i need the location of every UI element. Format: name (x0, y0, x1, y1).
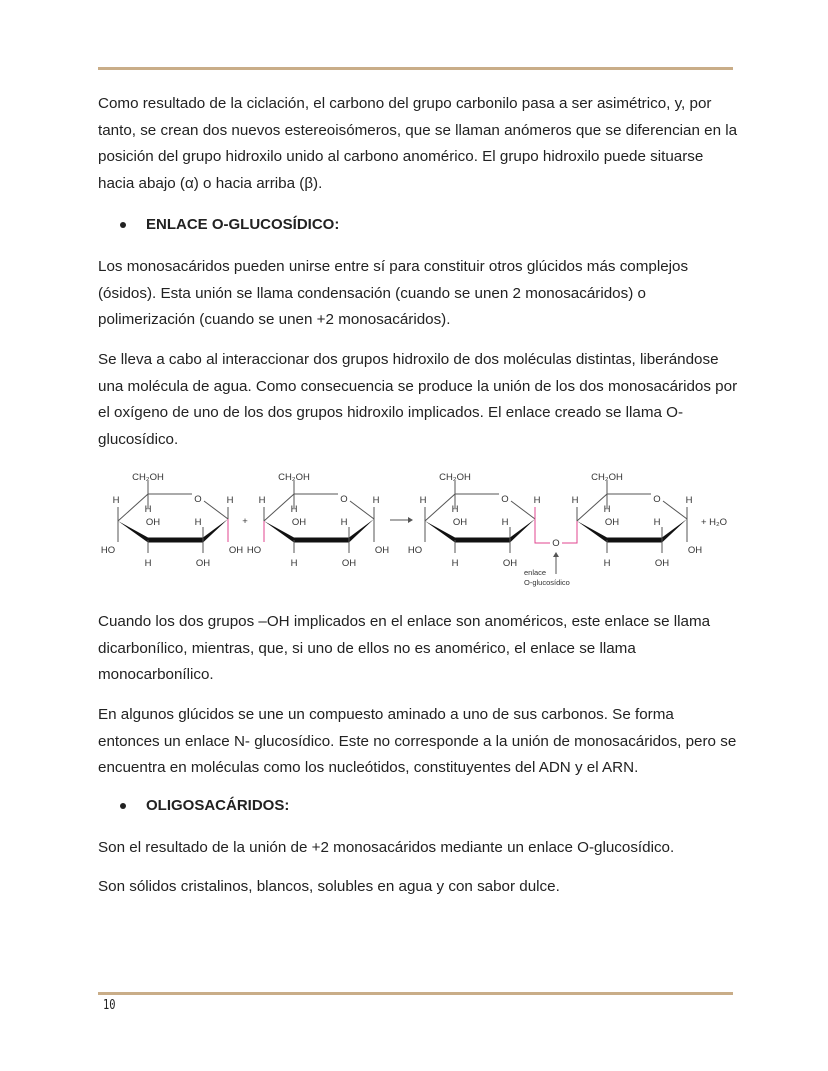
h-label: H (533, 495, 541, 506)
ho-label: HO (100, 545, 116, 556)
h-label: H (340, 517, 348, 528)
ring-bond (425, 494, 455, 521)
bond-label: enlace (524, 568, 547, 577)
h-label: H (419, 495, 427, 506)
h-label: H (603, 558, 611, 569)
ch2oh-label: CH₂OH (278, 472, 310, 483)
top-rule (98, 67, 733, 70)
ring-bond (577, 494, 607, 521)
h-label: H (451, 558, 459, 569)
ring-oxygen-label: O (501, 494, 509, 505)
bullet-icon (120, 222, 126, 228)
paragraph-monosacaridos: Los monosacáridos pueden unirse entre sí para constituir otros glúcidos más complejos (ósidos). Esta unión se llama condensación (cuando se unen 2 monosacáridos) o polimerización (cuando se unen +2 monosacáridos). (98, 258, 689, 329)
h-label: H (144, 504, 152, 515)
heading-oligosacaridos (120, 797, 289, 814)
heading-text: ENLACE O-GLUCOSÍDICO: (146, 216, 340, 233)
ring-bond (264, 494, 294, 521)
paragraph-condensacion: Se lleva a cabo al interaccionar dos grupos hidroxilo de dos moléculas distintas, liberándose una molécula de agua. Como consecuencia se produce la unión de los dos monosacáridos por el oxígeno de uno de los dos grupos hidroxilo implicados. El enlace creado se llama O-glucosídico. (98, 351, 738, 448)
h-label: H (112, 495, 120, 506)
h-label: H (194, 517, 202, 528)
h-label: H (685, 495, 693, 506)
heading-text: OLIGOSACÁRIDOS: (146, 797, 290, 814)
oh-label: OH (452, 517, 468, 528)
arrow-up-icon (553, 552, 559, 557)
water-product: + H₂O (700, 517, 728, 528)
glycosidic-bond (562, 521, 577, 543)
ring-oxygen-label: O (653, 494, 661, 505)
o-glucosidic-bond-diagram (0, 460, 828, 595)
h-label: H (501, 517, 509, 528)
paragraph-dicarbonilico: Cuando los dos grupos –OH implicados en el enlace son anoméricos, este enlace se llama dicarbonílico, mientras, que, si uno de ellos no es anomérico, el enlace se llama monocarbonílico. (98, 613, 711, 684)
page-number: 10 (103, 998, 116, 1013)
ring-bond (204, 501, 228, 519)
oh-label: OH (228, 545, 244, 556)
ch2oh-label: CH₂OH (439, 472, 471, 483)
h-label: H (571, 495, 579, 506)
ring-bond (511, 501, 535, 519)
ch2oh-label: CH₂OH (591, 472, 623, 483)
bullet-icon (120, 803, 126, 809)
oh-label: OH (145, 517, 161, 528)
plus-sign: + (242, 516, 248, 527)
h-label: H (451, 504, 459, 515)
ring-oxygen-label: O (194, 494, 202, 505)
bottom-rule (98, 992, 733, 995)
ho-label: HO (407, 545, 423, 556)
paragraph-n-glucosidico: En algunos glúcidos se une un compuesto aminado a uno de sus carbonos. Se forma entonces un enlace N- glucosídico. Este no corresponde a la unión de monosacáridos, pero se encuentra en moléculas como los nucleótidos, constituyentes del ADN y el ARN. (98, 706, 737, 777)
ring-bond (350, 501, 374, 519)
oh-label: OH (604, 517, 620, 528)
oh-label: OH (195, 558, 211, 569)
ring-bold-edge (264, 519, 374, 543)
oh-label: OH (374, 545, 390, 556)
h-label: H (290, 558, 298, 569)
h-label: H (144, 558, 152, 569)
oh-label: OH (291, 517, 307, 528)
h-label: H (258, 495, 266, 506)
oh-label: OH (687, 545, 703, 556)
oh-label: OH (341, 558, 357, 569)
arrow-head-icon (408, 517, 413, 523)
h-label: H (653, 517, 661, 528)
paragraph-oligosacaridos-definicion: Son el resultado de la unión de +2 monosacáridos mediante un enlace O-glucosídico. (98, 839, 675, 856)
bridge-oxygen-label: O (552, 538, 560, 549)
h-label: H (372, 495, 380, 506)
oh-label: OH (502, 558, 518, 569)
ring-oxygen-label: O (340, 494, 348, 505)
heading-enlace-o-glucosidico (120, 216, 339, 233)
oh-label: OH (654, 558, 670, 569)
paragraph-anomeros: Como resultado de la ciclación, el carbono del grupo carbonilo pasa a ser asimétrico, y, por tanto, se crean dos nuevos estereoisómeros, que se llaman anómeros que se diferencian en la posición del grupo hidroxilo unido al carbono anomérico. El grupo hidroxilo puede situarse hacia abajo (α) o hacia arriba (β). (98, 95, 738, 192)
h-label: H (226, 495, 234, 506)
ho-label: HO (246, 545, 262, 556)
h-label: H (603, 504, 611, 515)
ring-bond (663, 501, 687, 519)
paragraph-oligosacaridos-propiedades: Son sólidos cristalinos, blancos, solubles en agua y con sabor dulce. (98, 878, 560, 895)
h-label: H (290, 504, 298, 515)
ring-bond (118, 494, 148, 521)
ch2oh-label: CH₂OH (132, 472, 164, 483)
ring-bold-edge (425, 519, 535, 543)
ring-bold-edge (577, 519, 687, 543)
bond-label: O-glucosídico (524, 578, 570, 587)
ring-bold-edge (118, 519, 228, 543)
glycosidic-bond (535, 519, 550, 543)
